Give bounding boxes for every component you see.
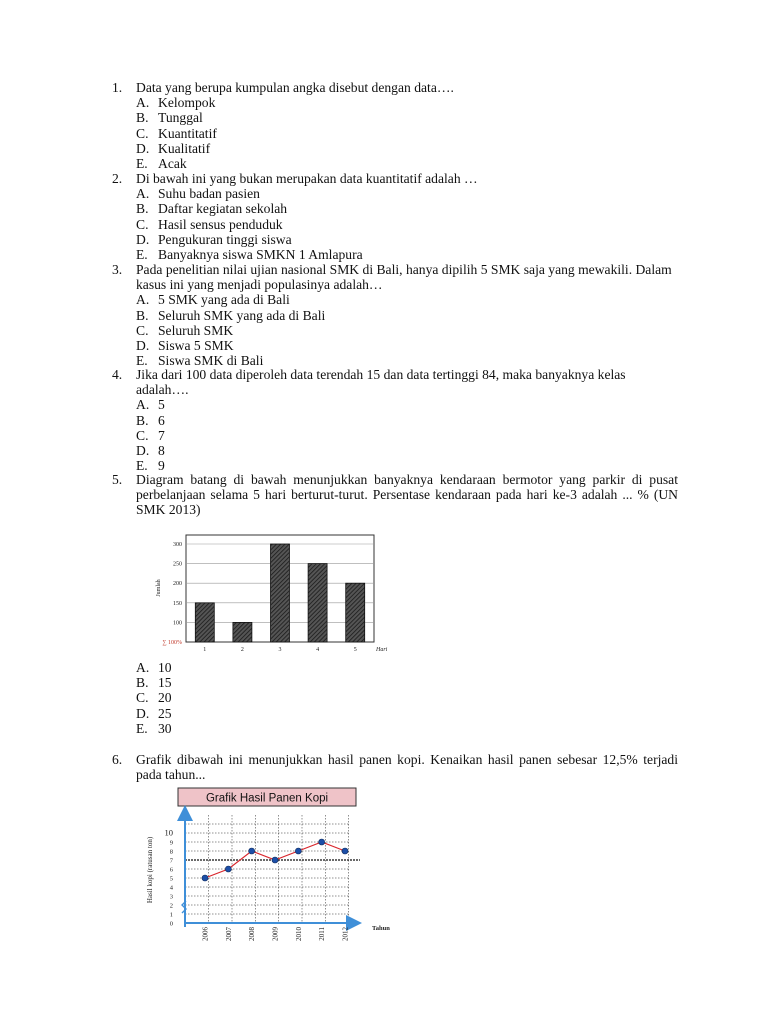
option-letter: E. — [136, 720, 148, 736]
option-d[interactable] — [136, 232, 678, 247]
bar — [346, 583, 365, 642]
option-b[interactable] — [136, 308, 678, 323]
option-b[interactable] — [136, 201, 678, 216]
option-letter: D. — [136, 705, 150, 721]
question-3 — [112, 262, 678, 368]
option-letter: B. — [136, 307, 149, 323]
option-letter: E. — [136, 246, 148, 262]
option-letter: E. — [136, 353, 148, 369]
option-letter: C. — [136, 690, 149, 706]
x-tick-label: 2 — [240, 647, 244, 653]
option-b[interactable] — [136, 110, 678, 125]
option-e[interactable] — [136, 156, 678, 171]
option-letter: D. — [136, 337, 150, 353]
x-tick-label: 2009 — [271, 927, 280, 941]
y-tick-label: 150 — [173, 600, 182, 607]
option-a[interactable] — [136, 292, 678, 307]
option-text: Seluruh SMK yang ada di Bali — [158, 307, 326, 323]
option-text: 7 — [158, 427, 165, 443]
question-1 — [112, 80, 678, 171]
data-point — [319, 839, 325, 845]
option-text: Siswa 5 SMK — [158, 337, 234, 353]
bar — [308, 564, 327, 642]
data-point — [272, 857, 278, 863]
option-text: Banyaknya siswa SMKN 1 Amlapura — [158, 246, 363, 262]
option-c[interactable] — [136, 690, 678, 705]
option-text: 20 — [158, 690, 172, 706]
option-d[interactable] — [136, 141, 678, 156]
option-letter: B. — [136, 201, 149, 217]
option-c[interactable] — [136, 126, 678, 141]
question-5-options — [112, 660, 678, 736]
option-text: 10 — [158, 660, 172, 675]
x-tick-label: 2011 — [318, 927, 327, 941]
option-letter: B. — [136, 110, 149, 126]
data-point — [295, 848, 301, 854]
y-axis-label: Jumlah — [156, 579, 162, 597]
question-5 — [112, 472, 678, 518]
y-tick-label: 7 — [169, 857, 173, 865]
x-tick-label: 2010 — [294, 927, 303, 941]
option-text: 30 — [158, 720, 172, 736]
question-number: 3. — [112, 262, 123, 277]
y-tick-label: 2 — [169, 902, 173, 910]
option-c[interactable] — [136, 428, 678, 443]
option-a[interactable] — [136, 95, 678, 110]
line-chart-svg — [140, 785, 410, 950]
option-d[interactable] — [136, 706, 678, 721]
question-text: Grafik dibawah ini menunjukkan hasil panen kopi. Kenaikan hasil panen sebesar 12,5% terjadi pada tahun... — [136, 752, 678, 783]
x-tick-label: 1 — [203, 647, 207, 653]
option-letter: C. — [136, 322, 149, 338]
option-letter: D. — [136, 442, 150, 458]
bar — [195, 603, 214, 642]
y-tick-label: 100 — [173, 620, 182, 627]
y-tick-label: 10 — [164, 827, 173, 838]
question-number: 5. — [112, 472, 123, 487]
option-letter: C. — [136, 125, 149, 141]
question-text: Di bawah ini yang bukan merupakan data kuantitatif adalah … — [136, 171, 478, 186]
option-letter: E. — [136, 155, 148, 171]
question-text: Pada penelitian nilai ujian nasional SMK di Bali, hanya dipilih 5 SMK saja yang mewakili. Dalam kasus ini yang menjadi populasinya adalah… — [136, 262, 672, 293]
bar — [271, 544, 290, 642]
option-letter: A. — [136, 292, 150, 308]
y-tick-label: 200 — [173, 581, 182, 588]
option-letter: D. — [136, 231, 150, 247]
option-text: Tunggal — [158, 110, 203, 126]
question-4 — [112, 367, 678, 473]
x-tick-label: 2006 — [201, 927, 210, 941]
option-text: Pengukuran tinggi siswa — [158, 231, 292, 247]
option-a[interactable] — [136, 660, 678, 675]
data-point — [249, 848, 255, 854]
option-text: 6 — [158, 412, 165, 428]
y-tick-label: 5 — [169, 875, 173, 883]
question-2 — [112, 171, 678, 262]
option-text: 5 — [158, 397, 165, 413]
line-chart — [140, 785, 410, 950]
option-text: 8 — [158, 442, 165, 458]
option-letter: A. — [136, 95, 150, 111]
question-text: Data yang berupa kumpulan angka disebut dengan data…. — [136, 80, 454, 95]
y-tick-label: 4 — [169, 884, 173, 892]
option-c[interactable] — [136, 217, 678, 232]
option-letter: A. — [136, 186, 150, 202]
option-text: 5 SMK yang ada di Bali — [158, 292, 290, 308]
question-text: Jika dari 100 data diperoleh data terendah 15 dan data tertinggi 84, maka banyaknya kelas adalah…. — [136, 367, 626, 398]
question-number: 2. — [112, 171, 123, 186]
y-axis-label: Hasil kopi (ratusan ton) — [146, 836, 154, 904]
chart-title: Grafik Hasil Panen Kopi — [205, 792, 329, 805]
data-point — [342, 848, 348, 854]
bar-chart — [150, 530, 400, 660]
x-tick-label: 4 — [316, 647, 320, 653]
option-e[interactable] — [136, 247, 678, 262]
option-letter: A. — [136, 660, 150, 675]
question-number: 1. — [112, 80, 123, 95]
data-point — [202, 875, 208, 881]
option-text: 9 — [158, 458, 165, 474]
option-text: Kualitatif — [158, 140, 211, 156]
y-tick-label: 250 — [173, 561, 182, 568]
option-text: Daftar kegiatan sekolah — [158, 201, 288, 217]
option-letter: B. — [136, 675, 149, 691]
option-a[interactable] — [136, 186, 678, 201]
option-letter: A. — [136, 397, 150, 413]
option-text: Seluruh SMK — [158, 322, 234, 338]
option-d[interactable] — [136, 338, 678, 353]
data-point — [225, 866, 231, 872]
question-6 — [112, 752, 678, 782]
option-text: 25 — [158, 705, 172, 721]
y-tick-label: 1 — [169, 911, 173, 919]
y-tick-label: 6 — [169, 866, 173, 874]
y-tick-label: 0 — [169, 920, 173, 928]
y-tick-label: ∑ 100% — [162, 640, 182, 646]
option-e[interactable] — [136, 721, 678, 736]
option-letter: E. — [136, 458, 148, 474]
option-d[interactable] — [136, 443, 678, 458]
option-b[interactable] — [136, 675, 678, 690]
option-text: 15 — [158, 675, 172, 691]
y-tick-label: 9 — [169, 839, 173, 847]
option-text: Hasil sensus penduduk — [158, 216, 283, 232]
y-tick-label: 3 — [169, 893, 173, 901]
x-tick-label: 2007 — [224, 927, 233, 941]
x-tick-label: 2012 — [341, 927, 350, 941]
x-axis-label: Tahun — [372, 925, 390, 932]
option-letter: D. — [136, 140, 150, 156]
x-axis-label: Hari — [376, 647, 388, 653]
question-number: 4. — [112, 367, 123, 382]
option-a[interactable] — [136, 397, 678, 412]
option-text: Suhu badan pasien — [158, 186, 260, 202]
option-c[interactable] — [136, 323, 678, 338]
bar-chart-svg — [150, 530, 400, 660]
bar — [233, 622, 252, 642]
option-text: Acak — [158, 155, 187, 171]
x-tick-label: 2008 — [248, 927, 257, 941]
y-tick-label: 300 — [173, 542, 182, 548]
option-letter: B. — [136, 412, 149, 428]
x-tick-label: 5 — [353, 647, 357, 653]
option-letter: C. — [136, 427, 149, 443]
option-letter: C. — [136, 216, 149, 232]
option-b[interactable] — [136, 413, 678, 428]
question-text: Diagram batang di bawah menunjukkan banyaknya kendaraan bermotor yang parkir di pusat perbelanjaan selama 5 hari berturut-turut. Persentase kendaraan pada hari ke-3 adalah ... % (UN SMK 2013) — [136, 472, 678, 518]
question-number: 6. — [112, 752, 123, 767]
option-text: Siswa SMK di Bali — [158, 353, 264, 369]
option-text: Kuantitatif — [158, 125, 217, 141]
x-tick-label: 3 — [278, 647, 282, 653]
option-text: Kelompok — [158, 95, 216, 111]
y-tick-label: 8 — [169, 848, 173, 856]
